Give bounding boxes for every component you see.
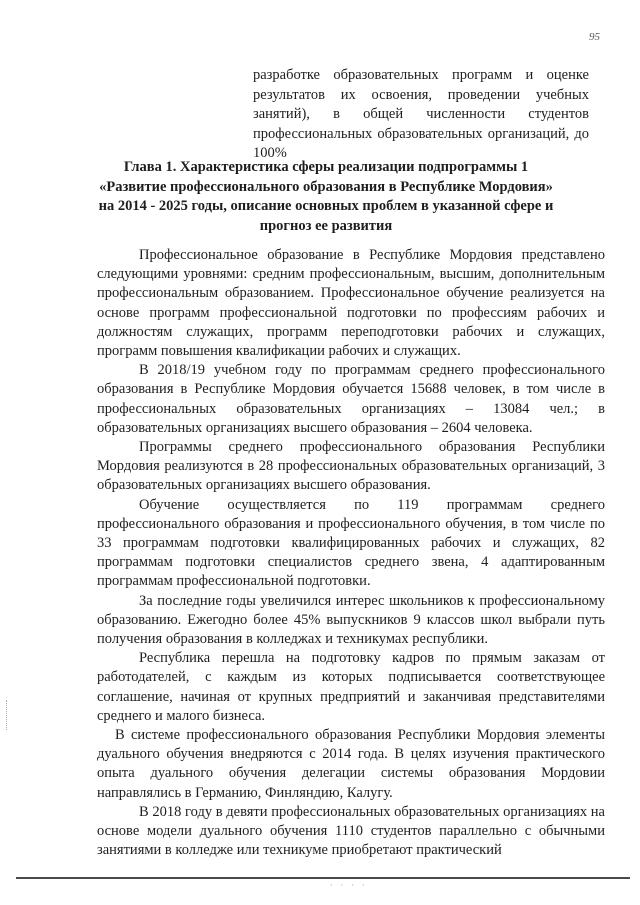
- paragraph: В системе профессионального образования Республики Мордовия элементы дуального обучения внедряются с 2014 года. В целях изучения практического опыта дуального обучения делегации системы образования Мордовии направлялись в Германию, Финляндию, Калугу.: [97, 727, 605, 801]
- paragraph: Обучение осуществляется по 119 программам среднего профессионального образования и профессионального обучения, в том числе по 33 программам подготовки квалифицированных рабочих и служащих, 82 программам подготовки специалистов среднего звена, 4 адаптированным программам профессиональной подготовки.: [97, 496, 605, 590]
- body-text: [97, 246, 605, 861]
- scan-artifact-left: [6, 700, 9, 730]
- paragraph: В 2018 году в девяти профессиональных образовательных организациях на основе модели дуального обучения 1110 студентов параллельно с обычными занятиями в колледже или техникуме приобретают практический: [97, 803, 605, 859]
- continuation-text: разработке образовательных программ и оценке результатов их освоения, проведении учебных занятий), в общей численности студентов профессиональных образовательных организаций, до 100%: [253, 67, 589, 161]
- page-number: 95: [589, 31, 600, 43]
- scan-bottom-edge: [16, 877, 630, 879]
- paragraph: Профессиональное образование в Республике Мордовия представлено следующими уровнями: средним профессиональным, высшим, дополнительным профессиональным образованием. Профессиональное обучение реализуется на основе программ профессиональной подготовки по профессиям рабочих и должностям служащих, программ переподготовки рабочих и служащих, программ повышения квалификации рабочих и служащих.: [97, 247, 605, 360]
- paragraph: За последние годы увеличился интерес школьников к профессиональному образованию. Ежегодно более 45% выпускников 9 классов школ выбрали путь получения образования в колледжах и техникумах республики.: [97, 592, 605, 648]
- paragraph: Республика перешла на подготовку кадров по прямым заказам от работодателей, с каждым из которых подписывается соответствующее соглашение, начиная от крупных предприятий и заканчивая представителями среднего и малого бизнеса.: [97, 650, 605, 724]
- chapter-title: Глава 1. Характеристика сферы реализации подпрограммы 1 «Развитие профессионального образования в Республике Мордовия» на 2014 - 2025 годы, описание основных проблем в указанной сфере и прогноз ее развития: [98, 159, 554, 234]
- paragraph: В 2018/19 учебном году по программам среднего профессионального образования в Республике Мордовия обучается 15688 человек, в том числе в профессиональных образовательных организациях – 13084 чел.; в образовательных организациях высшего образования – 2604 человека.: [97, 362, 605, 436]
- paragraph: Программы среднего профессионального образования Республики Мордовия реализуются в 28 профессиональных образовательных организаций, 3 образовательных организациях высшего образования.: [97, 439, 605, 494]
- scan-artifact-bottom: · · · ·: [330, 881, 368, 890]
